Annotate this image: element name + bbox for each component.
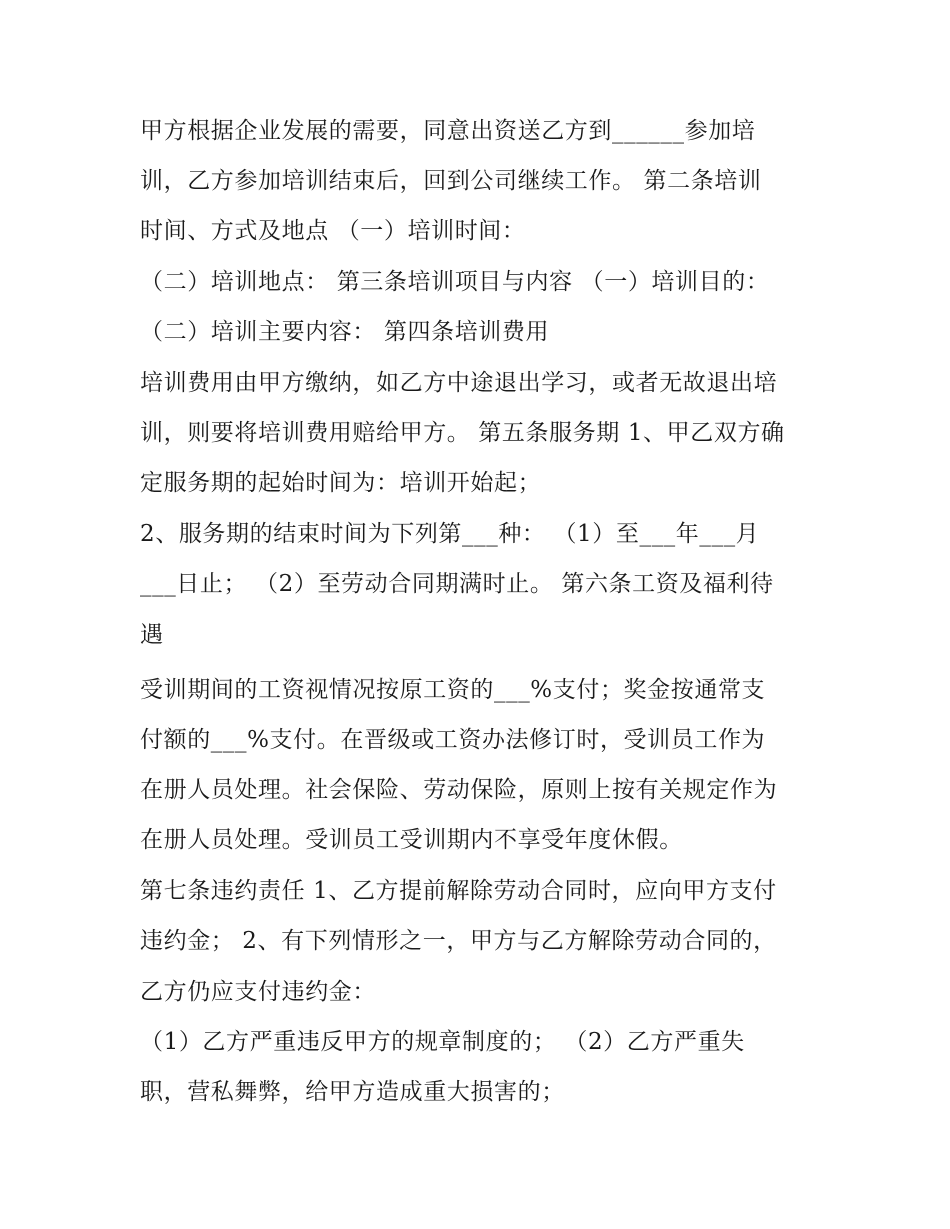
- text-line: （二）培训主要内容： 第四条培训费用: [140, 319, 550, 345]
- text-line: 培训费用由甲方缴纳，如乙方中途退出学习，或者无故退出培: [140, 370, 778, 396]
- text-line: 训，则要将培训费用赔给甲方。 第五条服务期 1、甲乙双方确: [140, 420, 785, 446]
- text-line: 付额的___%支付。在晋级或工资办法修订时，受训员工作为: [140, 727, 766, 753]
- text-line: （1）乙方严重违反甲方的规章制度的； （2）乙方严重失: [140, 1029, 745, 1055]
- text-line: （二）培训地点： 第三条培训项目与内容 （一）培训目的：: [140, 269, 770, 295]
- text-line: 职，营私舞弊，给甲方造成重大损害的；: [140, 1079, 565, 1105]
- text-line: 受训期间的工资视情况按原工资的___%支付；奖金按通常支: [140, 677, 766, 703]
- text-line: 第七条违约责任 1、乙方提前解除劳动合同时，应向甲方支付: [140, 878, 777, 904]
- text-line: 2、服务期的结束时间为下列第___种： （1）至___年___月: [140, 521, 760, 547]
- text-line: ___日止； （2）至劳动合同期满时止。 第六条工资及福利待: [140, 571, 774, 597]
- text-line: 甲方根据企业发展的需要，同意出资送乙方到______参加培: [140, 118, 756, 144]
- text-line: 在册人员处理。受训员工受训期内不享受年度休假。: [140, 827, 683, 853]
- text-line: 乙方仍应支付违约金：: [140, 979, 376, 1005]
- text-line: 时间、方式及地点 （一）培训时间：: [140, 218, 526, 244]
- text-line: 定服务期的起始时间为：培训开始起；: [140, 470, 542, 496]
- text-line: 遇: [140, 622, 164, 648]
- text-line: 训，乙方参加培训结束后，回到公司继续工作。 第二条培训: [140, 168, 762, 194]
- text-line: 在册人员处理。社会保险、劳动保险，原则上按有关规定作为: [140, 777, 778, 803]
- text-line: 违约金； 2、有下列情形之一，甲方与乙方解除劳动合同的，: [140, 928, 777, 954]
